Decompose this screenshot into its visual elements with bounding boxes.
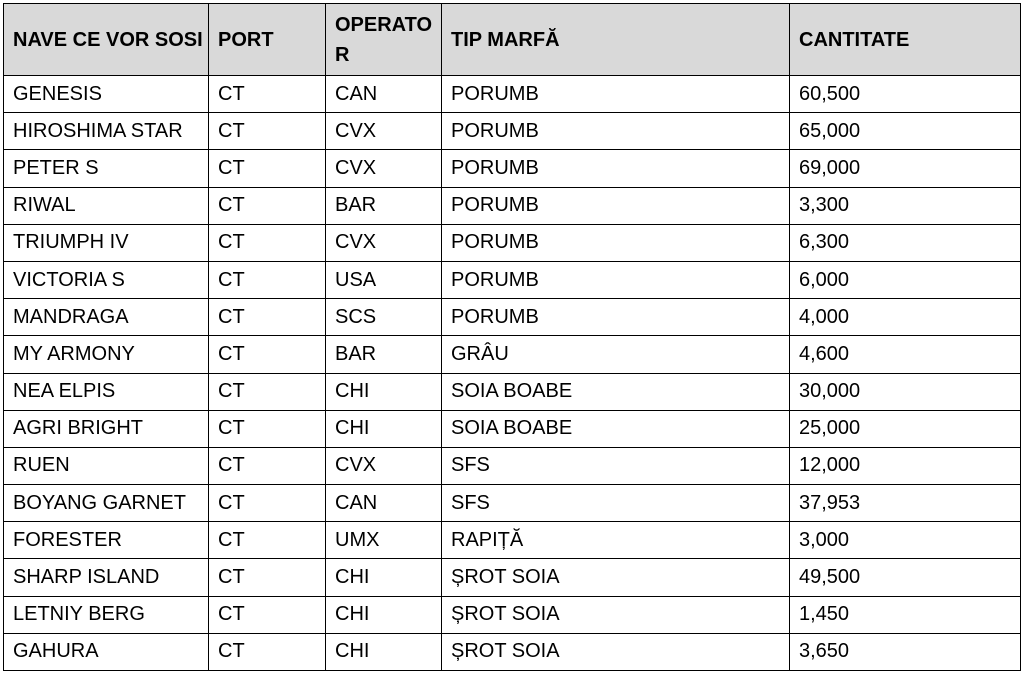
operator-cell: CAN <box>326 485 442 522</box>
quantity-cell: 1,450 <box>790 596 1021 633</box>
port-cell: CT <box>209 261 326 298</box>
port-cell: CT <box>209 522 326 559</box>
port-cell: CT <box>209 299 326 336</box>
quantity-cell: 30,000 <box>790 373 1021 410</box>
table-row <box>4 150 1021 187</box>
quantity-cell: 6,000 <box>790 261 1021 298</box>
cargo-type-cell: GRÂU <box>442 336 790 373</box>
table-row <box>4 261 1021 298</box>
cargo-type-cell: PORUMB <box>442 187 790 224</box>
ship-name-cell: RIWAL <box>4 187 209 224</box>
ship-name-cell: TRIUMPH IV <box>4 224 209 261</box>
ship-name-cell: AGRI BRIGHT <box>4 410 209 447</box>
ship-name-cell: RUEN <box>4 447 209 484</box>
table-row <box>4 596 1021 633</box>
port-cell: CT <box>209 113 326 150</box>
quantity-cell: 49,500 <box>790 559 1021 596</box>
cargo-type-cell: ȘROT SOIA <box>442 633 790 670</box>
port-cell: CT <box>209 373 326 410</box>
cargo-type-cell: SOIA BOABE <box>442 373 790 410</box>
quantity-cell: 6,300 <box>790 224 1021 261</box>
table-row <box>4 559 1021 596</box>
operator-cell: USA <box>326 261 442 298</box>
port-cell: CT <box>209 633 326 670</box>
port-cell: CT <box>209 596 326 633</box>
operator-cell: CHI <box>326 559 442 596</box>
cargo-type-cell: PORUMB <box>442 261 790 298</box>
port-cell: CT <box>209 224 326 261</box>
table-row <box>4 485 1021 522</box>
ships-table <box>3 3 1021 671</box>
port-cell: CT <box>209 485 326 522</box>
quantity-cell: 4,600 <box>790 336 1021 373</box>
table-row <box>4 187 1021 224</box>
quantity-cell: 3,650 <box>790 633 1021 670</box>
quantity-cell: 3,300 <box>790 187 1021 224</box>
header-cargo-type: TIP MARFĂ <box>442 4 790 76</box>
table-row <box>4 299 1021 336</box>
operator-cell: CHI <box>326 596 442 633</box>
port-cell: CT <box>209 76 326 113</box>
cargo-type-cell: PORUMB <box>442 113 790 150</box>
cargo-type-cell: PORUMB <box>442 150 790 187</box>
header-port: PORT <box>209 4 326 76</box>
header-row <box>4 4 1021 76</box>
operator-cell: CHI <box>326 633 442 670</box>
ship-name-cell: GENESIS <box>4 76 209 113</box>
cargo-type-cell: PORUMB <box>442 224 790 261</box>
ship-name-cell: BOYANG GARNET <box>4 485 209 522</box>
ship-name-cell: SHARP ISLAND <box>4 559 209 596</box>
port-cell: CT <box>209 150 326 187</box>
ship-name-cell: HIROSHIMA STAR <box>4 113 209 150</box>
cargo-type-cell: RAPIȚĂ <box>442 522 790 559</box>
cargo-type-cell: SOIA BOABE <box>442 410 790 447</box>
ship-name-cell: GAHURA <box>4 633 209 670</box>
header-quantity: CANTITATE <box>790 4 1021 76</box>
cargo-type-cell: ȘROT SOIA <box>442 559 790 596</box>
ship-name-cell: LETNIY BERG <box>4 596 209 633</box>
cargo-type-cell: SFS <box>442 447 790 484</box>
ship-name-cell: NEA ELPIS <box>4 373 209 410</box>
operator-cell: UMX <box>326 522 442 559</box>
ship-name-cell: MANDRAGA <box>4 299 209 336</box>
quantity-cell: 3,000 <box>790 522 1021 559</box>
quantity-cell: 25,000 <box>790 410 1021 447</box>
quantity-cell: 12,000 <box>790 447 1021 484</box>
cargo-type-cell: ȘROT SOIA <box>442 596 790 633</box>
table-row <box>4 410 1021 447</box>
port-cell: CT <box>209 187 326 224</box>
cargo-type-cell: SFS <box>442 485 790 522</box>
operator-cell: CVX <box>326 224 442 261</box>
port-cell: CT <box>209 559 326 596</box>
ship-name-cell: FORESTER <box>4 522 209 559</box>
header-ships: NAVE CE VOR SOSI <box>4 4 209 76</box>
port-cell: CT <box>209 410 326 447</box>
ship-name-cell: VICTORIA S <box>4 261 209 298</box>
header-operator: OPERATOR <box>326 4 442 76</box>
operator-cell: CVX <box>326 113 442 150</box>
operator-cell: SCS <box>326 299 442 336</box>
operator-cell: CHI <box>326 410 442 447</box>
quantity-cell: 4,000 <box>790 299 1021 336</box>
operator-cell: BAR <box>326 336 442 373</box>
table-row <box>4 224 1021 261</box>
operator-cell: BAR <box>326 187 442 224</box>
port-cell: CT <box>209 336 326 373</box>
quantity-cell: 60,500 <box>790 76 1021 113</box>
ship-name-cell: PETER S <box>4 150 209 187</box>
table-row <box>4 373 1021 410</box>
operator-cell: CHI <box>326 373 442 410</box>
cargo-type-cell: PORUMB <box>442 76 790 113</box>
ship-name-cell: MY ARMONY <box>4 336 209 373</box>
table-row <box>4 447 1021 484</box>
port-cell: CT <box>209 447 326 484</box>
quantity-cell: 69,000 <box>790 150 1021 187</box>
table-row <box>4 336 1021 373</box>
operator-cell: CAN <box>326 76 442 113</box>
table-row <box>4 633 1021 670</box>
quantity-cell: 37,953 <box>790 485 1021 522</box>
table-row <box>4 76 1021 113</box>
operator-cell: CVX <box>326 150 442 187</box>
operator-cell: CVX <box>326 447 442 484</box>
cargo-type-cell: PORUMB <box>442 299 790 336</box>
table-row <box>4 522 1021 559</box>
table-row <box>4 113 1021 150</box>
quantity-cell: 65,000 <box>790 113 1021 150</box>
